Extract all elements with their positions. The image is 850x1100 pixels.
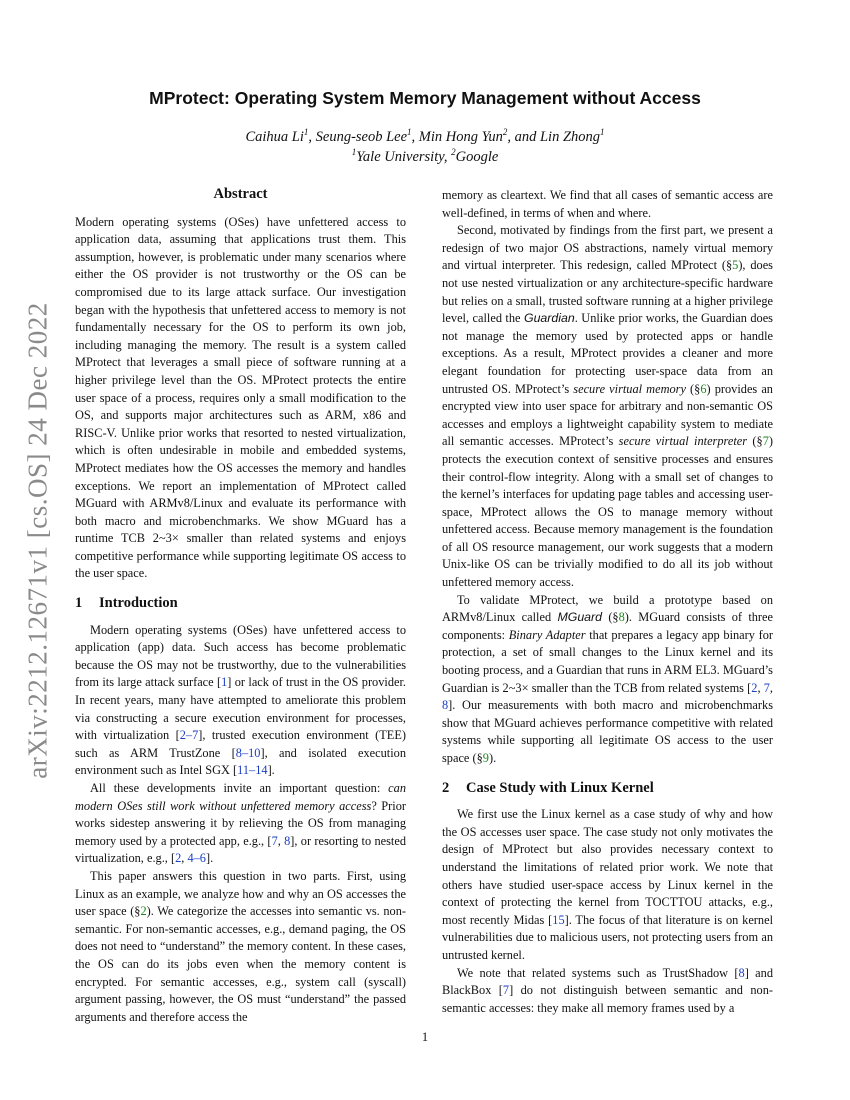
text-run: ] do not distinguish between semantic and non-semantic accesses: they make all memory frames used by a xyxy=(442,983,773,1015)
section-heading xyxy=(442,780,773,798)
emphasis-run: Guardian xyxy=(523,311,575,326)
text-run: (§ xyxy=(685,381,701,396)
intro-paragraph-4 xyxy=(442,222,773,591)
section-ref-link[interactable]: 9 xyxy=(482,751,489,765)
citation-link[interactable]: 4–6 xyxy=(187,851,206,866)
text-run: , xyxy=(181,851,188,866)
text-run: This paper answers this question in two parts. First, using Linux as an example, we analyze how and why an OS accesses the user space (§ xyxy=(75,868,406,919)
text-run: . Unlike prior works, the Guardian does not manage the memory used by protected apps or handle exceptions. As a result, MProtect provides a cleaner and more elegant foundation for protecting user-space data from an untrusted OS. MProtect’s xyxy=(442,311,773,396)
section-title: Case Study with Linux Kernel xyxy=(466,779,654,796)
author-name: Caihua Li xyxy=(245,129,304,145)
text-run: ]. The focus of that literature is on kernel vulnerabilities due to malicious users, not protecting users from an untrusted kernel. xyxy=(442,912,774,962)
citation-link[interactable]: 15 xyxy=(552,912,565,927)
citation-link[interactable]: 8–10 xyxy=(235,745,261,760)
section-ref-link[interactable]: 6 xyxy=(700,381,707,396)
section-ref-link[interactable]: 5 xyxy=(732,258,739,273)
affiliation-number: 1 xyxy=(351,147,357,158)
arxiv-identifier: arXiv:2212.12671v1 [cs.OS] 24 Dec 2022 xyxy=(22,301,53,779)
affiliation-name: Google xyxy=(455,149,499,165)
section-ref-link[interactable]: 7 xyxy=(762,434,769,449)
author-affiliation-mark: 1 xyxy=(600,127,605,138)
text-run: ). xyxy=(488,751,497,765)
text-run: ) provides an encrypted view into user space for arbitrary and non-semantic OS accesses and employs a lightweight capability system to mediate all semantic accesses. MProtect’s xyxy=(442,381,773,449)
citation-link[interactable]: 2–7 xyxy=(179,728,199,743)
text-run: ], and isolated execution environment such as Intel SGX [ xyxy=(75,745,406,778)
text-run: To validate MProtect, we build a prototype based on ARMv8/Linux called xyxy=(442,592,773,625)
left-column xyxy=(75,186,406,1026)
right-column xyxy=(442,187,773,1017)
case-study-paragraph-1 xyxy=(442,806,773,964)
paper-title: MProtect: Operating System Memory Management without Access xyxy=(149,88,701,108)
affiliation-line: $^1$Yale University, $^2$Google xyxy=(351,147,499,165)
abstract-heading: Abstract xyxy=(213,186,268,202)
abstract-text: Modern operating systems (OSes) have unfettered access to application data, assuming that applications trust them. This assumption, however, is problematic under many scenarios where either the OS provider is not trustworthy or the OS can be compromised due to its large attack surface. Our investigation began with the hypothesis that unfettered access to memory is not fundamentally necessary for the OS to perform its own job, including managing the memory. The result is a system called MProtect that leverages a small piece of software running at a higher privilege level than the OS. MProtect protects the entire user space of a process, requires only a small modification to the OS, and supports major architectures such as ARM, x86 and RISC-V. Unlike prior works that resorted to nested virtualization, which is often undesirable in mobile and embedded systems, MProtect mediates how the OS accesses the memory and handles exceptions. We report an implementation of MProtect called MGuard with ARMv8/Linux and evaluate its performance with both macro and microbenchmarks. We show MGuard has a runtime TCB 2~3× smaller than related systems and enjoys competitive performance while supporting legitimate OS access to the user space. xyxy=(75,214,406,581)
section-ref-link[interactable]: 2 xyxy=(140,904,147,919)
affiliation-name: Yale University xyxy=(356,149,444,165)
section-number: 1 xyxy=(75,595,83,612)
section-number: 2 xyxy=(442,779,450,796)
text-run: that prepares a legacy app binary for protection, a set of small changes to the Linux kernel and its booting process, and a Guardian that runs in ARM EL3. MGuard’s Guardian is 2~3× smaller than the TCB from related systems [ xyxy=(442,627,773,695)
emphasis-run: Binary Adapter xyxy=(508,627,586,642)
case-study-paragraph-2 xyxy=(442,965,773,1018)
author-block xyxy=(0,127,850,167)
emphasis-run: secure virtual memory xyxy=(573,381,686,396)
text-run: ? Prior works sidestep answering it by relieving the OS from managing memory used by a protected app, e.g., [ xyxy=(75,798,406,848)
text-run: We note that related systems such as TrustShadow [ xyxy=(457,965,739,980)
author-affiliation-mark: 1 xyxy=(407,127,412,138)
text-run: ). MGuard consists of three components: xyxy=(442,610,773,642)
emphasis-run: MGuard xyxy=(557,610,603,625)
text-run: , xyxy=(277,833,285,848)
citation-link[interactable]: 7 xyxy=(502,983,510,998)
arxiv-sidebar xyxy=(8,290,68,790)
affiliation-number: 2 xyxy=(451,147,456,158)
emphasis-run: secure virtual interpreter xyxy=(618,434,748,449)
text-run: ) protects the execution context of sensitive processes and ensures their control-flow integrity. Along with a small set of changes to the kernel’s interfaces for updating page tables and accessing user-space, MProtect allows the OS to manage memory without unfettered access. Because memory management is the foundation of all OS resource management, our work suggests that a modern Unix-like OS can be trivially modified to do all its job without unfettered memory access. xyxy=(442,434,773,590)
section-ref-link[interactable]: 8 xyxy=(618,610,625,625)
author-name: Lin Zhong xyxy=(539,129,601,145)
text-run: ], trusted execution environment (TEE) such as ARM TrustZone [ xyxy=(75,728,406,760)
citation-link[interactable]: 2 xyxy=(751,680,758,695)
citation-link[interactable]: 2 xyxy=(175,851,182,866)
text-run: ]. xyxy=(267,763,275,778)
author-affiliation-mark: 2 xyxy=(502,127,508,138)
author-affiliation-mark: 1 xyxy=(303,127,309,138)
author-name: Seung-seob Lee xyxy=(315,129,408,145)
citation-link[interactable]: 7 xyxy=(271,833,278,848)
intro-paragraph-3 xyxy=(75,868,406,1026)
text-run: (§ xyxy=(602,610,619,625)
text-run: ]. xyxy=(205,851,214,866)
text-run: ). We categorize the accesses into semantic vs. non-semantic. For non-semantic accesses, e.g., demand paging, the OS does not need to “understand” the memory content. In these cases, the OS can do its jobs even when the memory content is encrypted. For semantic accesses, e.g., system call (syscall) argument passing, however, the OS must “understand” the passed arguments and therefore access the xyxy=(75,904,406,1024)
citation-link[interactable]: 11–14 xyxy=(237,763,268,778)
text-run: All these developments invite an important question: xyxy=(90,781,389,795)
section-heading xyxy=(75,595,406,613)
emphasis-run: can modern OSes still work without unfettered memory access xyxy=(75,781,406,813)
text-run: ]. Our measurements with both macro and microbenchmarks show that MGuard achieves performance competitive with related systems while supporting all legitimate OS access to the user space (§ xyxy=(442,698,773,765)
text-run: ] or lack of trust in the OS provider. In recent years, many have attempted to ameliorate this problem via constructing a secure execution environment for processes, with virtualization [ xyxy=(75,675,406,743)
text-run: ] and BlackBox [ xyxy=(442,965,773,998)
text-run: ], or resorting to nested virtualization, e.g., [ xyxy=(75,833,406,866)
text-run: ), does not use nested virtualization or any architecture-specific hardware but relies on a small, trusted software running at a higher privilege level, called the xyxy=(442,258,773,326)
text-run: We first use the Linux kernel as a case study of why and how the OS accesses user space. The case study not only motivates the design of MProtect but also provides necessary context to understand the limitations of related prior work. We note that others have studied user-space access by Linux kernel in the context of protecting the kernel from TOCTTOU attacks, e.g., most recently Midas [ xyxy=(442,807,773,927)
section-title: Introduction xyxy=(99,595,178,612)
intro-paragraph-2 xyxy=(75,780,406,868)
text-run: Modern operating systems (OSes) have unfettered access to application (app) data. Such access has become problematic because the OS may not be trustworthy, due to the vulnerabilities from its large attack surface [ xyxy=(75,622,406,690)
author-name: Min Hong Yun xyxy=(418,129,503,145)
text-run: , xyxy=(757,680,764,695)
page-number: 1 xyxy=(421,1030,429,1044)
citation-link[interactable]: 8 xyxy=(284,833,291,848)
citation-link[interactable]: 8 xyxy=(738,965,745,980)
citation-link[interactable]: 1 xyxy=(221,675,228,690)
author-line: Caihua Li$^1$, Seung-seob Lee$^1$, Min Hong Yun$^2$, and Lin Zhong$^1$ xyxy=(245,127,605,145)
text-run: Second, motivated by findings from the first part, we present a redesign of two major OS abstractions, namely virtual memory and virtual interpreter. This redesign, called MProtect (§ xyxy=(442,223,773,273)
intro-paragraph-5 xyxy=(442,592,773,768)
text-run: , xyxy=(769,680,773,695)
text-run: (§ xyxy=(747,434,763,449)
intro-paragraph-1 xyxy=(75,622,406,780)
citation-link[interactable]: 8 xyxy=(442,698,449,713)
citation-link[interactable]: 7 xyxy=(763,680,770,695)
continued-paragraph: memory as cleartext. We find that all cases of semantic access are well-defined, in terms of when and where. xyxy=(442,188,773,220)
